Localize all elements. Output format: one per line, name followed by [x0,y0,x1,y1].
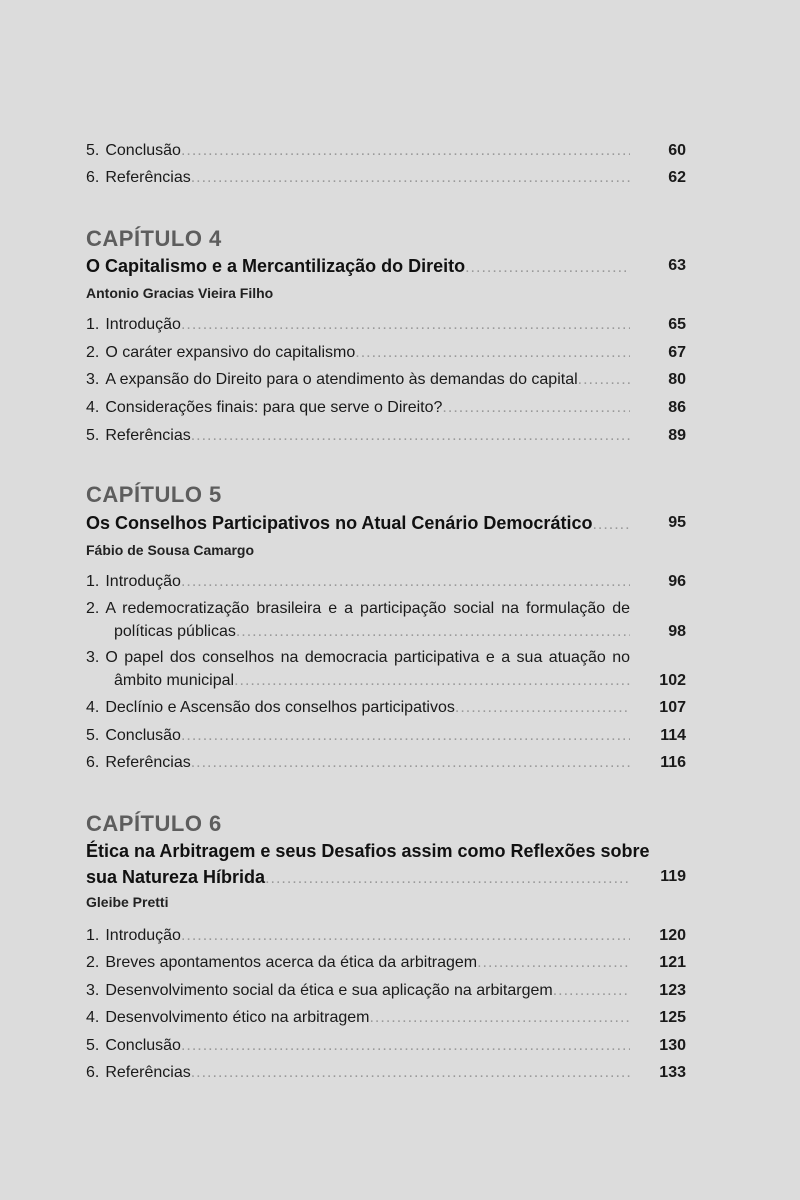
toc-entry-first-line [86,646,630,670]
toc-entry[interactable] [86,924,686,952]
entry-page-number: 80 [668,371,686,388]
entry-title-line2: âmbito municipal ..... [114,669,630,693]
toc-entry[interactable] [86,424,686,452]
chapter-page-number: 95 [668,514,686,531]
table-of-contents-page [86,0,686,1200]
toc-entry[interactable] [86,724,686,752]
entry-page-number: 125 [659,1009,686,1026]
entry-number: 6. [86,1064,100,1081]
chapter-label: CAPÍTULO 4 [86,226,222,251]
entry-title: Considerações finais: para que serve o Direito? [105,399,443,416]
entry-number: 3. [86,649,100,666]
toc-entry[interactable] [86,570,686,598]
toc-entry[interactable] [86,979,686,1007]
entry-page-number: 96 [668,573,686,590]
chapter-page-number: 119 [660,868,686,885]
entry-page-number: 60 [668,142,686,159]
entry-number: 1. [86,927,100,944]
chapter-label: CAPÍTULO 5 [86,482,222,507]
entry-number: 2. [86,954,100,971]
entry-page-number: 123 [659,982,686,999]
entry-number: 3. [86,982,100,999]
chapter-title: Os Conselhos Participativos no Atual Cenário Democrático ..... [86,510,630,536]
entry-title: Referências [105,169,191,186]
toc-entry[interactable] [86,751,686,779]
entry-page-number: 120 [659,927,686,944]
entry-title: A expansão do Direito para o atendimento às demandas do capital [105,371,578,388]
toc-entry[interactable] [86,620,686,648]
entry-title: Breves apontamentos acerca da ética da arbitragem [105,954,478,971]
entry-page-number: 102 [659,672,686,689]
entry-number: 4. [86,399,100,416]
entry-title: Desenvolvimento social da ética e sua aplicação na arbitargem [105,982,553,999]
entry-title: Conclusão [105,1037,181,1054]
toc-entry[interactable] [86,1061,686,1089]
entry-page-number: 130 [659,1037,686,1054]
toc-entry[interactable] [86,139,686,167]
entry-number: 1. [86,573,100,590]
toc-entry[interactable] [86,396,686,424]
entry-title-line1: O papel dos conselhos na democracia participativa e a sua atuação no [105,649,630,666]
toc-entry[interactable] [86,1034,686,1062]
entry-title-line2: políticas públicas ..... [114,620,630,644]
chapter-title-entry[interactable] [86,253,686,279]
entry-number: 1. [86,316,100,333]
entry-page-number: 89 [668,427,686,444]
entry-number: 4. [86,699,100,716]
toc-entry[interactable] [86,669,686,697]
entry-title: Referências [105,754,191,771]
entry-title: Introdução [105,927,181,944]
entry-page-number: 62 [668,169,686,186]
entry-page-number: 67 [668,344,686,361]
entry-title: Declínio e Ascensão dos conselhos participativos [105,699,455,716]
chapter-label: CAPÍTULO 6 [86,811,222,836]
entry-number: 6. [86,169,100,186]
entry-number: 2. [86,600,100,617]
entry-title: O caráter expansivo do capitalismo [105,344,356,361]
entry-page-number: 121 [659,954,686,971]
entry-page-number: 133 [659,1064,686,1081]
entry-page-number: 65 [668,316,686,333]
entry-title: Introdução [105,316,181,333]
toc-entry-first-line [86,597,630,621]
toc-entry[interactable] [86,166,686,194]
entry-number: 5. [86,427,100,444]
chapter-title-line1: Ética na Arbitragem e seus Desafios assim como Reflexões sobre [86,841,650,861]
entry-number: 3. [86,371,100,388]
toc-entry[interactable] [86,951,686,979]
entry-number: 5. [86,142,100,159]
chapter-title-entry[interactable] [86,510,686,536]
entry-number: 5. [86,727,100,744]
chapter-author: Gleibe Pretti [86,894,169,910]
entry-title: Conclusão [105,142,181,159]
toc-entry[interactable] [86,696,686,724]
toc-entry[interactable] [86,341,686,369]
entry-page-number: 114 [660,727,686,744]
entry-title: Desenvolvimento ético na arbitragem [105,1009,370,1026]
chapter-author: Fábio de Sousa Camargo [86,542,255,558]
entry-page-number: 98 [668,623,686,640]
chapter-title: O Capitalismo e a Mercantilização do Direito ..... [86,253,630,279]
chapter-title-line2: sua Natureza Híbrida ..... [86,864,630,890]
entry-number: 5. [86,1037,100,1054]
entry-title-line1: A redemocratização brasileira e a participação social na formulação de [105,600,630,617]
chapter-page-number: 63 [668,257,686,274]
chapter-title-entry[interactable] [86,864,686,890]
entry-title: Referências [105,427,191,444]
chapter-author: Antonio Gracias Vieira Filho [86,285,274,301]
entry-page-number: 107 [659,699,686,716]
toc-entry[interactable] [86,313,686,341]
entry-title: Conclusão [105,727,181,744]
entry-title: Introdução [105,573,181,590]
entry-number: 4. [86,1009,100,1026]
entry-page-number: 116 [660,754,686,771]
entry-number: 2. [86,344,100,361]
entry-number: 6. [86,754,100,771]
entry-title: Referências [105,1064,191,1081]
toc-entry[interactable] [86,1006,686,1034]
toc-entry[interactable] [86,368,686,396]
entry-page-number: 86 [668,399,686,416]
